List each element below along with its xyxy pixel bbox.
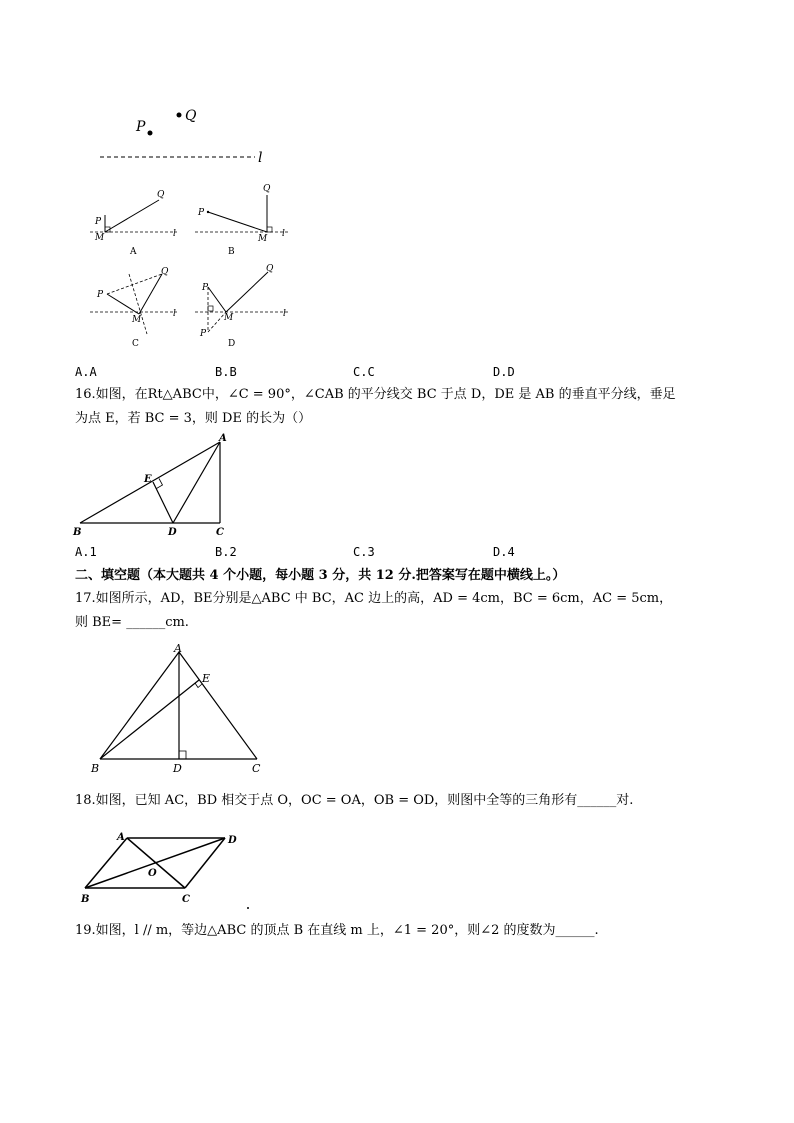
svg-text:A: A [174,642,182,655]
svg-text:P: P [97,290,104,300]
q16-figure [70,430,240,542]
svg-text:E: E [202,672,211,685]
svg-text:Q: Q [157,190,165,200]
caption-c: C [132,339,139,349]
q17-text-line2: 则 BE= ______cm. [75,615,189,630]
q15-option-c-figure [85,262,185,352]
q15-option-c: C.C [353,365,375,379]
svg-text:Q: Q [266,264,274,274]
q16-option-b: B.2 [215,545,237,559]
q16-option-a: A.1 [75,545,97,559]
svg-text:B: B [73,527,82,538]
svg-text:C: C [216,527,224,538]
svg-text:D: D [173,762,182,775]
q15-option-b-figure [190,180,295,260]
svg-text:D: D [228,835,237,846]
svg-text:A: A [219,433,227,444]
svg-text:D: D [168,527,177,538]
svg-text:P: P [200,329,207,339]
q15-option-b: B.B [215,365,237,379]
svg-text:C: C [182,894,190,905]
svg-text:P: P [198,208,205,218]
q16-option-d: D.4 [493,545,515,559]
svg-text:E: E [144,474,152,485]
q16-option-c: C.3 [353,545,375,559]
q17-text-line1: 17.如图所示，AD，BE分别是△ABC 中 BC，AC 边上的高，AD = 4cm，BC = 6cm，AC = 5cm， [75,591,673,606]
section-heading-fill-in: 二、填空题（本大题共 4 个小题，每小题 3 分，共 12 分.把答案写在题中横线上。） [75,568,566,583]
svg-text:M: M [224,313,234,323]
label-l: l [258,150,263,166]
q15-option-a: A.A [75,365,97,379]
svg-text:l: l [173,229,176,239]
label-q: Q [185,108,197,124]
point-q [177,113,182,118]
q19-text-line1: 19.如图，l // m，等边△ABC 的顶点 B 在直线 m 上，∠1 = 20°，则∠2 的度数为______. [75,923,599,938]
q16-text-line2: 为点 E，若 BC = 3，则 DE 的长为（） [75,411,312,426]
svg-text:l: l [283,309,286,319]
q15-option-d: D.D [493,365,515,379]
svg-text:B: B [91,762,100,775]
q16-text-line1: 16.如图，在Rt△ABC中，∠C = 90°，∠CAB 的平分线交 BC 于点 D，DE 是 AB 的垂直平分线，垂足 [75,387,676,402]
caption-d: D [228,339,236,349]
caption-b: B [228,247,235,257]
svg-text:A: A [117,832,125,843]
label-p: P [136,119,146,135]
svg-text:Q: Q [161,267,169,277]
svg-text:P: P [202,283,209,293]
q18-figure [75,826,255,916]
svg-text:M: M [132,315,142,325]
svg-text:O: O [148,868,157,879]
q18-text-line1: 18.如图，已知 AC，BD 相交于点 O，OC = OA，OB = OD，则图中全等的三角形有______对. [75,793,634,808]
svg-text:P: P [95,217,102,227]
caption-a: A [130,247,137,257]
svg-text:M: M [258,234,268,244]
svg-text:l: l [282,229,285,239]
q15-main-figure [90,100,280,170]
svg-text:l: l [173,309,176,319]
svg-text:B: B [81,894,90,905]
svg-text:M: M [95,233,105,243]
svg-text:Q: Q [263,184,271,194]
svg-text:C: C [252,762,261,775]
q15-option-a-figure [85,180,185,260]
q17-figure [85,640,270,780]
q15-option-d-figure [190,262,295,352]
point-p [148,131,153,136]
